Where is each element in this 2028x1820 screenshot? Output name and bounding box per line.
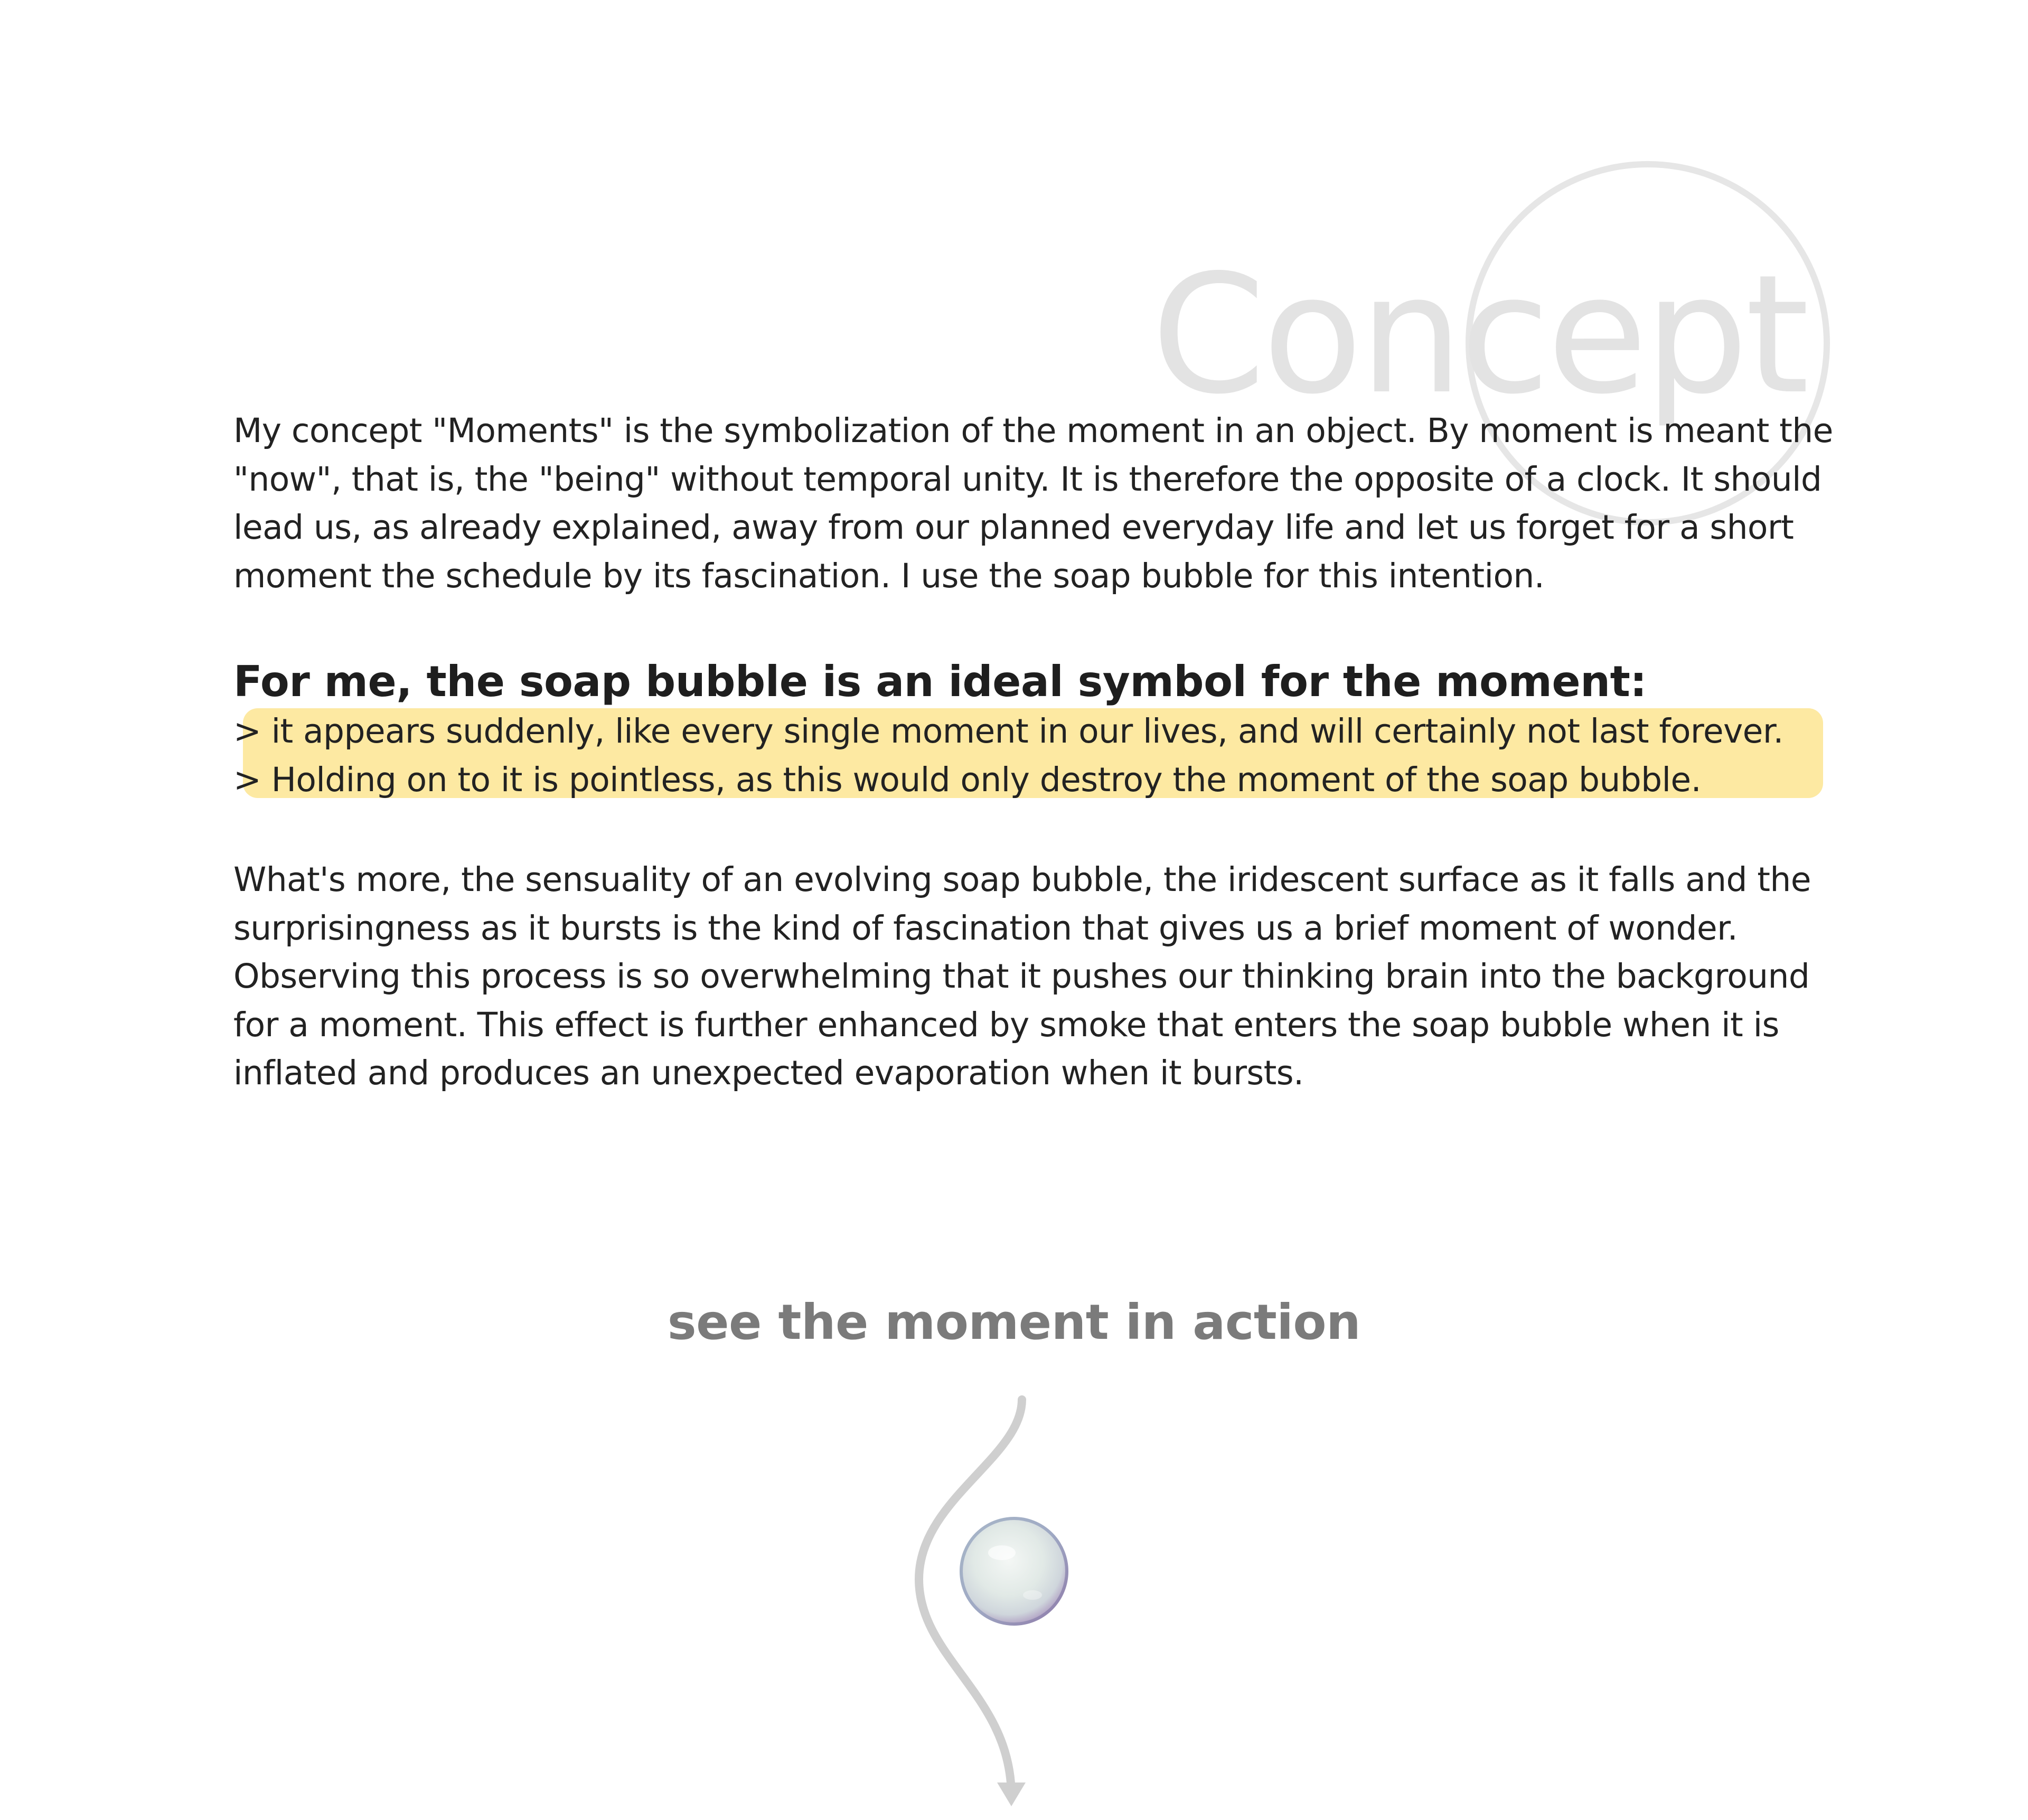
point-item: > Holding on to it is pointless, as this would only destroy the moment of the soap bubble. bbox=[233, 761, 1702, 799]
symbol-heading: For me, the soap bubble is an ideal symbol for the moment: bbox=[233, 657, 1647, 706]
point-item: > it appears suddenly, like every single moment in our lives, and will certainly not last forever. bbox=[233, 712, 1783, 750]
arrow-down-icon bbox=[997, 1783, 1026, 1806]
soap-bubble-icon[interactable] bbox=[959, 1516, 1069, 1627]
highlighted-points bbox=[233, 707, 1839, 804]
section-title: Concept bbox=[1151, 240, 1807, 430]
body-paragraph: What's more, the sensuality of an evolving soap bubble, the iridescent surface as it falls and the surprisingness as it bursts is the kind of fascination that gives us a brief moment of wonder. Observing this process is so overwhelming that it pushes our thinking brain into the background for a moment. This effect is further enhanced by smoke that enters the soap bubble when it is inflated and produces an unexpected evaporation when it bursts. bbox=[233, 860, 1811, 1092]
intro-paragraph: My concept "Moments" is the symbolization of the moment in an object. By moment is meant the "now", that is, the "being" without temporal unity. It is therefore the opposite of a clock. It should lead us, as already explained, away from our planned everyday life and let us forget for a short moment the schedule by its fascination. I use the soap bubble for this intention. bbox=[233, 411, 1833, 595]
concept-content bbox=[233, 407, 1839, 1097]
action-label: see the moment in action bbox=[667, 1294, 1361, 1350]
